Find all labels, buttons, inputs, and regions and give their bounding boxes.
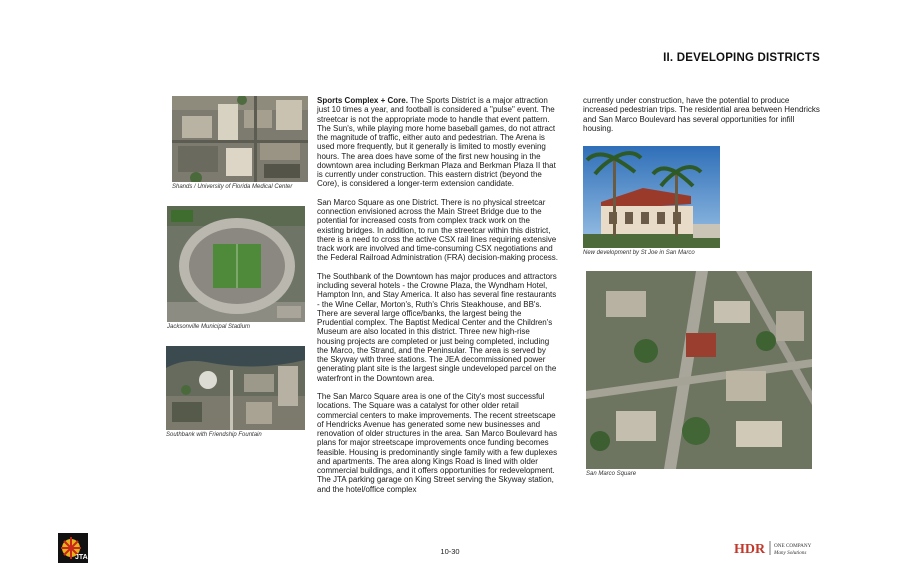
- text-column-secondary: [583, 96, 821, 142]
- paragraph-continued: currently under construction, have the potential to produce increased pedestrian trips. The residential area between Hendricks and San Marco Boulevard has several opportunities for infill housing.: [583, 96, 820, 133]
- photo-caption: San Marco Square: [586, 471, 637, 477]
- section-heading: II. DEVELOPING DISTRICTS: [663, 52, 820, 64]
- paragraph-sports-complex: [317, 96, 559, 189]
- paragraph-southbank: The Southbank of the Downtown has major produces and attractors including several hotels - the Crowne Plaza, the Wyndham Hotel, Hampton Inn, and Stay America. It also has several fine restaurants - the Wine Cellar, Morton's, Ruth's Chris Steakhouse, and BB's. There are several large office/banks, the largest being the Prudential complex. The Baptist Medical Center and the Children's Museum are also located in this district. Three new high-rise housing projects are completed or just being completed, including the Marco, the Strand, and the Peninsular. The area is served by the Skyway with three stations. The JEA decommissioned power generating plant site is the largest single undeveloped parcel on the waterfront in the Downtown area.: [317, 271, 557, 383]
- paragraph-text: The Sports District is a major attraction just 10 times a year, and football is considered a "pulse" event. The streetcar is not the appropriate mode to handle that event pattern. The Sun's, while playing more home baseball games, do not attract the magnitude of traffic, either auto and pedestrian. The Arena is used more frequently, but it generally is limited to mostly evening hours. The area does have some of the first new housing in the downtown area including Berkman Plaza and Berkman Plaza II that is currently under construction. This eastern district (beyond the Core), is considered a longer-term extension candidate.: [317, 96, 556, 189]
- photo-caption: Jacksonville Municipal Stadium: [167, 324, 251, 330]
- photo-caption: New development by St Joe in San Marco: [583, 250, 695, 256]
- hdr-tagline-2: Many Solutions: [774, 550, 807, 556]
- paragraph-lead: Sports Complex + Core.: [317, 96, 408, 105]
- paragraph-san-marco-district: San Marco Square as one District. There is no physical streetcar connection envisioned across the Main Street Bridge due to the potential for increased costs from complex track work on the existing bridges. In addition, to run the streetcar within this district, there is a need to cross the active CSX rail lines requiring extensive track work are involved and time-consuming CSX negotiations and the Federal Railroad Administration (FRA) decision-making process.: [317, 197, 558, 263]
- photo-caption: Shands / University of Florida Medical Center: [172, 184, 293, 190]
- photo-caption: Southbank with Friendship Fountain: [166, 432, 262, 438]
- text-column-main: [317, 96, 559, 503]
- jta-logo-text: JTA: [75, 554, 88, 561]
- photo-san-marco-aerial: [586, 271, 812, 469]
- jta-logo: [58, 533, 88, 563]
- hdr-logo-text: HDR: [734, 542, 766, 557]
- photo-southbank-aerial: [166, 346, 305, 430]
- page-number: 10-30: [440, 547, 460, 556]
- hdr-tagline-1: ONE COMPANY: [774, 543, 812, 549]
- photo-stadium-aerial: [167, 206, 305, 322]
- photo-st-joe-development: [583, 146, 720, 248]
- photo-shands-aerial: [172, 96, 308, 182]
- paragraph-san-marco-square: The San Marco Square area is one of the City's most successful locations. The Square was a catalyst for other older retail commercial centers to make improvements. The recent streetscape of Hendricks Avenue has generated some new businesses and renovation of older structures in the area. San Marco Boulevard has plans for major streetscape improvements once funding becomes feasible. Housing is predominantly single family with a few duplexes and apartments. The area along Kings Road is lined with older commercial buildings, and it offers opportunities for redevelopment. The JTA parking garage on King Street serving the Skyway station, and the hotel/office complex: [317, 392, 558, 494]
- hdr-logo: [734, 539, 844, 557]
